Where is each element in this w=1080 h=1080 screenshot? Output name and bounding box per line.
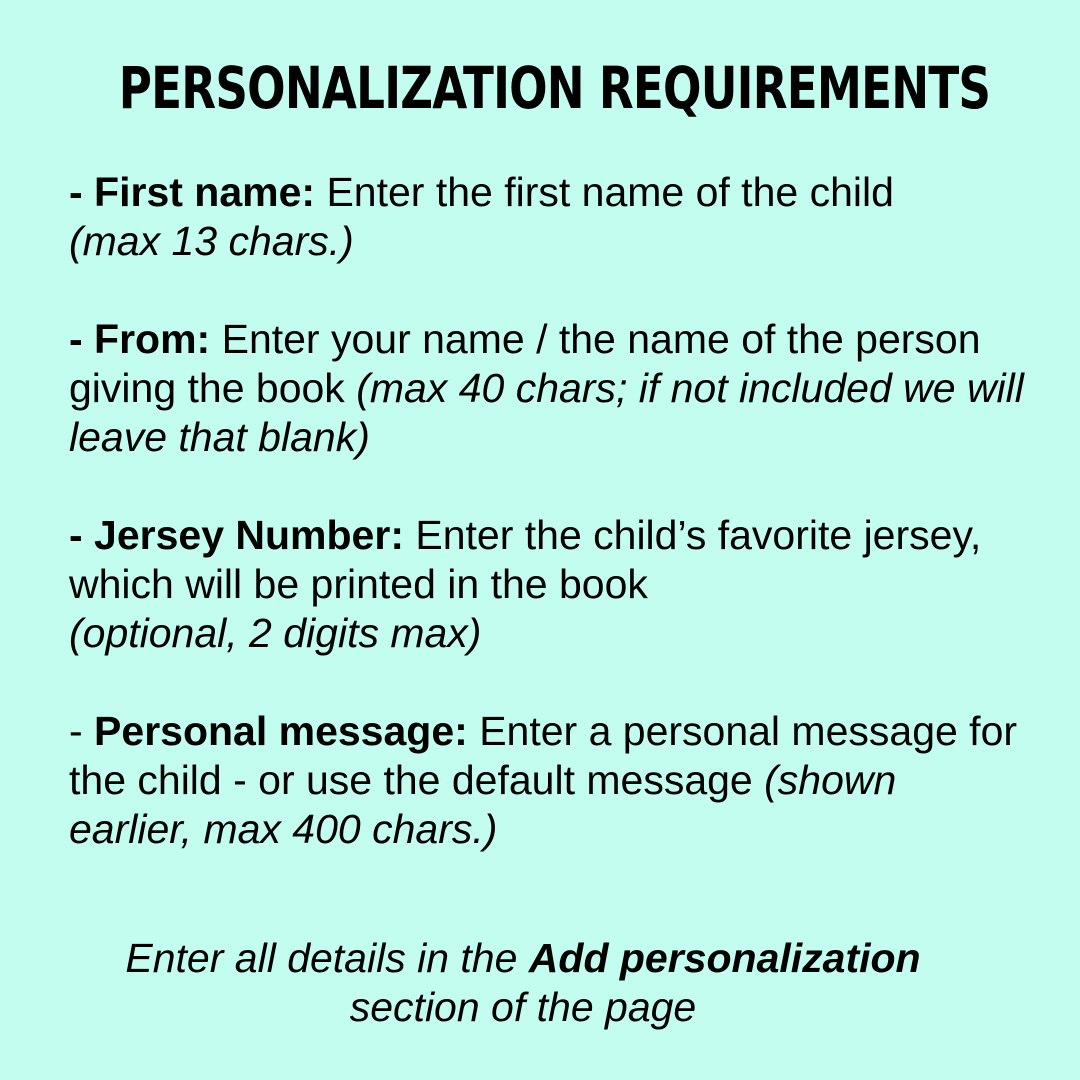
footer-section-name: Add personalization [528,935,921,981]
requirement-from [69,315,1029,462]
page-title: PERSONALIZATION REQUIREMENTS [118,54,991,122]
requirement-prefix: - [69,512,95,558]
requirement-text: Enter a personal message for the child - or use the default message [69,708,1018,803]
footer-instruction [0,934,1046,1032]
requirement-personal-message [69,707,1029,854]
footer-text-before: Enter all details in the [125,935,529,981]
requirement-text: Enter the first name of the child [315,169,894,215]
footer-text-after: section of the page [349,984,697,1030]
requirement-prefix: - [69,316,95,362]
requirement-prefix: - [69,169,95,215]
requirement-note: (max 13 chars.) [69,218,354,264]
requirement-jersey-number [69,511,1029,658]
requirement-note: (max 40 chars; if not included we will leave that blank) [69,365,1024,460]
requirement-prefix: - [69,708,95,754]
requirement-note: (shown earlier, max 400 chars.) [69,757,897,852]
requirement-note: (optional, 2 digits max) [69,610,482,656]
requirement-label: From: [94,316,211,362]
requirement-label: Personal message: [94,708,468,754]
requirement-text: Enter the child’s favorite jersey, which will be printed in the book [69,512,982,607]
requirements-list [69,168,1029,854]
requirement-first-name [69,168,1029,266]
requirement-label: Jersey Number: [94,512,404,558]
requirement-label: First name: [94,169,316,215]
requirement-text: Enter your name / the name of the person giving the book [69,316,981,411]
